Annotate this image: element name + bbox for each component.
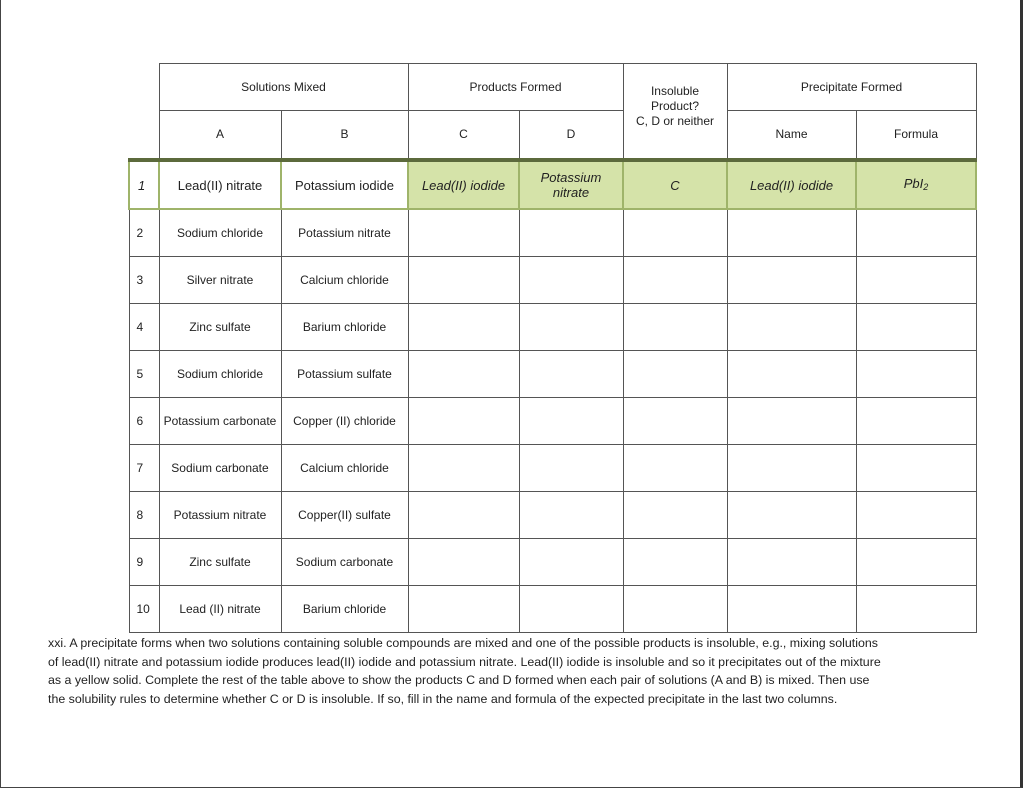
cell-b: Potassium sulfate <box>281 351 408 398</box>
table-row <box>129 445 976 492</box>
cell-insoluble-input[interactable] <box>623 398 727 445</box>
cell-name-input[interactable] <box>727 539 856 586</box>
cell-d-input[interactable] <box>519 209 623 257</box>
cell-name-input[interactable] <box>727 257 856 304</box>
cell-c-input[interactable] <box>408 304 519 351</box>
table-row <box>129 398 976 445</box>
cell-c-input[interactable] <box>408 398 519 445</box>
cell-insoluble-input[interactable] <box>623 304 727 351</box>
cell-insoluble-input[interactable] <box>623 351 727 398</box>
row-number: 8 <box>129 492 159 539</box>
cell-c-input[interactable] <box>408 209 519 257</box>
row-number: 9 <box>129 539 159 586</box>
table-row <box>129 351 976 398</box>
header-col-name: Name <box>727 111 856 161</box>
header-col-d: D <box>519 111 623 161</box>
header-insoluble-line3: C, D or neither <box>635 113 715 128</box>
cell-b: Barium chloride <box>281 586 408 633</box>
cell-d-input[interactable] <box>519 257 623 304</box>
cell-name-input[interactable] <box>727 209 856 257</box>
cell-b: Sodium carbonate <box>281 539 408 586</box>
cell-d: Potassium nitrate <box>519 160 623 209</box>
cell-name-input[interactable] <box>727 398 856 445</box>
cell-b: Potassium iodide <box>281 160 408 209</box>
instructions-line: as a yellow solid. Complete the rest of the table above to show the products C and D formed when each pair of solutions (A and B) is mixed. Then use <box>48 673 870 688</box>
cell-name-input[interactable] <box>727 304 856 351</box>
cell-d-input[interactable] <box>519 586 623 633</box>
instructions-paragraph <box>48 634 988 708</box>
cell-d-input[interactable] <box>519 539 623 586</box>
cell-formula-input[interactable] <box>856 445 976 492</box>
cell-c-input[interactable] <box>408 351 519 398</box>
header-solutions-mixed: Solutions Mixed <box>159 64 408 111</box>
cell-a: Lead(II) nitrate <box>159 160 281 209</box>
cell-name-input[interactable] <box>727 351 856 398</box>
cell-b: Calcium chloride <box>281 257 408 304</box>
cell-c-input[interactable] <box>408 492 519 539</box>
cell-d-input[interactable] <box>519 492 623 539</box>
header-col-a: A <box>159 111 281 161</box>
row-number: 7 <box>129 445 159 492</box>
cell-insoluble-input[interactable] <box>623 257 727 304</box>
table-row <box>129 304 976 351</box>
cell-d-input[interactable] <box>519 398 623 445</box>
cell-a: Potassium carbonate <box>159 398 281 445</box>
cell-b: Copper(II) sulfate <box>281 492 408 539</box>
cell-name: Lead(II) iodide <box>727 160 856 209</box>
cell-name-input[interactable] <box>727 586 856 633</box>
instructions-line: of lead(II) nitrate and potassium iodide produces lead(II) iodide and potassium nitrate. Lead(II) iodide is insoluble and so it precipitates out of the mixture <box>48 654 881 669</box>
cell-insoluble-input[interactable] <box>623 445 727 492</box>
cell-formula <box>856 160 976 209</box>
example-row <box>129 160 976 209</box>
header-col-b: B <box>281 111 408 161</box>
cell-formula-input[interactable] <box>856 539 976 586</box>
precipitate-table <box>128 63 977 633</box>
cell-formula-input[interactable] <box>856 304 976 351</box>
cell-b: Calcium chloride <box>281 445 408 492</box>
cell-name-input[interactable] <box>727 445 856 492</box>
cell-c-input[interactable] <box>408 586 519 633</box>
cell-insoluble-input[interactable] <box>623 492 727 539</box>
cell-d-input[interactable] <box>519 304 623 351</box>
table-row <box>129 492 976 539</box>
row-number: 3 <box>129 257 159 304</box>
table-row <box>129 209 976 257</box>
header-col-formula: Formula <box>856 111 976 161</box>
header-insoluble-line1: Insoluble <box>650 83 700 98</box>
formula-base: PbI <box>903 175 924 191</box>
cell-d-input[interactable] <box>519 445 623 492</box>
row-number: 1 <box>129 160 159 209</box>
cell-a: Sodium chloride <box>159 209 281 257</box>
cell-insoluble-input[interactable] <box>623 586 727 633</box>
cell-c-input[interactable] <box>408 539 519 586</box>
cell-b: Copper (II) chloride <box>281 398 408 445</box>
header-precipitate-formed: Precipitate Formed <box>727 64 976 111</box>
cell-insoluble-input[interactable] <box>623 539 727 586</box>
header-insoluble-line2: Product? <box>650 98 700 113</box>
cell-formula-input[interactable] <box>856 492 976 539</box>
cell-a: Lead (II) nitrate <box>159 586 281 633</box>
cell-a: Silver nitrate <box>159 257 281 304</box>
corner-blank <box>129 64 159 111</box>
row-number: 2 <box>129 209 159 257</box>
cell-insoluble-input[interactable] <box>623 209 727 257</box>
instructions-line: xxi. A precipitate forms when two solutions containing soluble compounds are mixed and one of the possible products is insoluble, e.g., mixing solutions <box>48 636 878 650</box>
table-row <box>129 586 976 633</box>
cell-b: Potassium nitrate <box>281 209 408 257</box>
row-number: 6 <box>129 398 159 445</box>
cell-formula-input[interactable] <box>856 586 976 633</box>
instructions-line: the solubility rules to determine whether C or D is insoluble. If so, fill in the name and formula of the expected precipitate in the last two columns. <box>48 691 838 706</box>
row-number: 5 <box>129 351 159 398</box>
corner-blank-2 <box>129 111 159 161</box>
cell-b: Barium chloride <box>281 304 408 351</box>
cell-a: Sodium carbonate <box>159 445 281 492</box>
row-number: 10 <box>129 586 159 633</box>
cell-insoluble: C <box>623 160 727 209</box>
table-row <box>129 257 976 304</box>
cell-d-input[interactable] <box>519 351 623 398</box>
cell-formula-input[interactable] <box>856 257 976 304</box>
cell-a: Zinc sulfate <box>159 304 281 351</box>
cell-a: Potassium nitrate <box>159 492 281 539</box>
cell-c: Lead(II) iodide <box>408 160 519 209</box>
cell-formula-input[interactable] <box>856 351 976 398</box>
cell-a: Zinc sulfate <box>159 539 281 586</box>
header-col-c: C <box>408 111 519 161</box>
cell-c-input[interactable] <box>408 445 519 492</box>
cell-formula-input[interactable] <box>856 209 976 257</box>
header-insoluble-product <box>623 64 727 161</box>
cell-formula-input[interactable] <box>856 398 976 445</box>
table-row <box>129 539 976 586</box>
cell-name-input[interactable] <box>727 492 856 539</box>
row-number: 4 <box>129 304 159 351</box>
cell-c-input[interactable] <box>408 257 519 304</box>
formula-subscript: 2 <box>923 181 929 192</box>
header-products-formed: Products Formed <box>408 64 623 111</box>
cell-a: Sodium chloride <box>159 351 281 398</box>
